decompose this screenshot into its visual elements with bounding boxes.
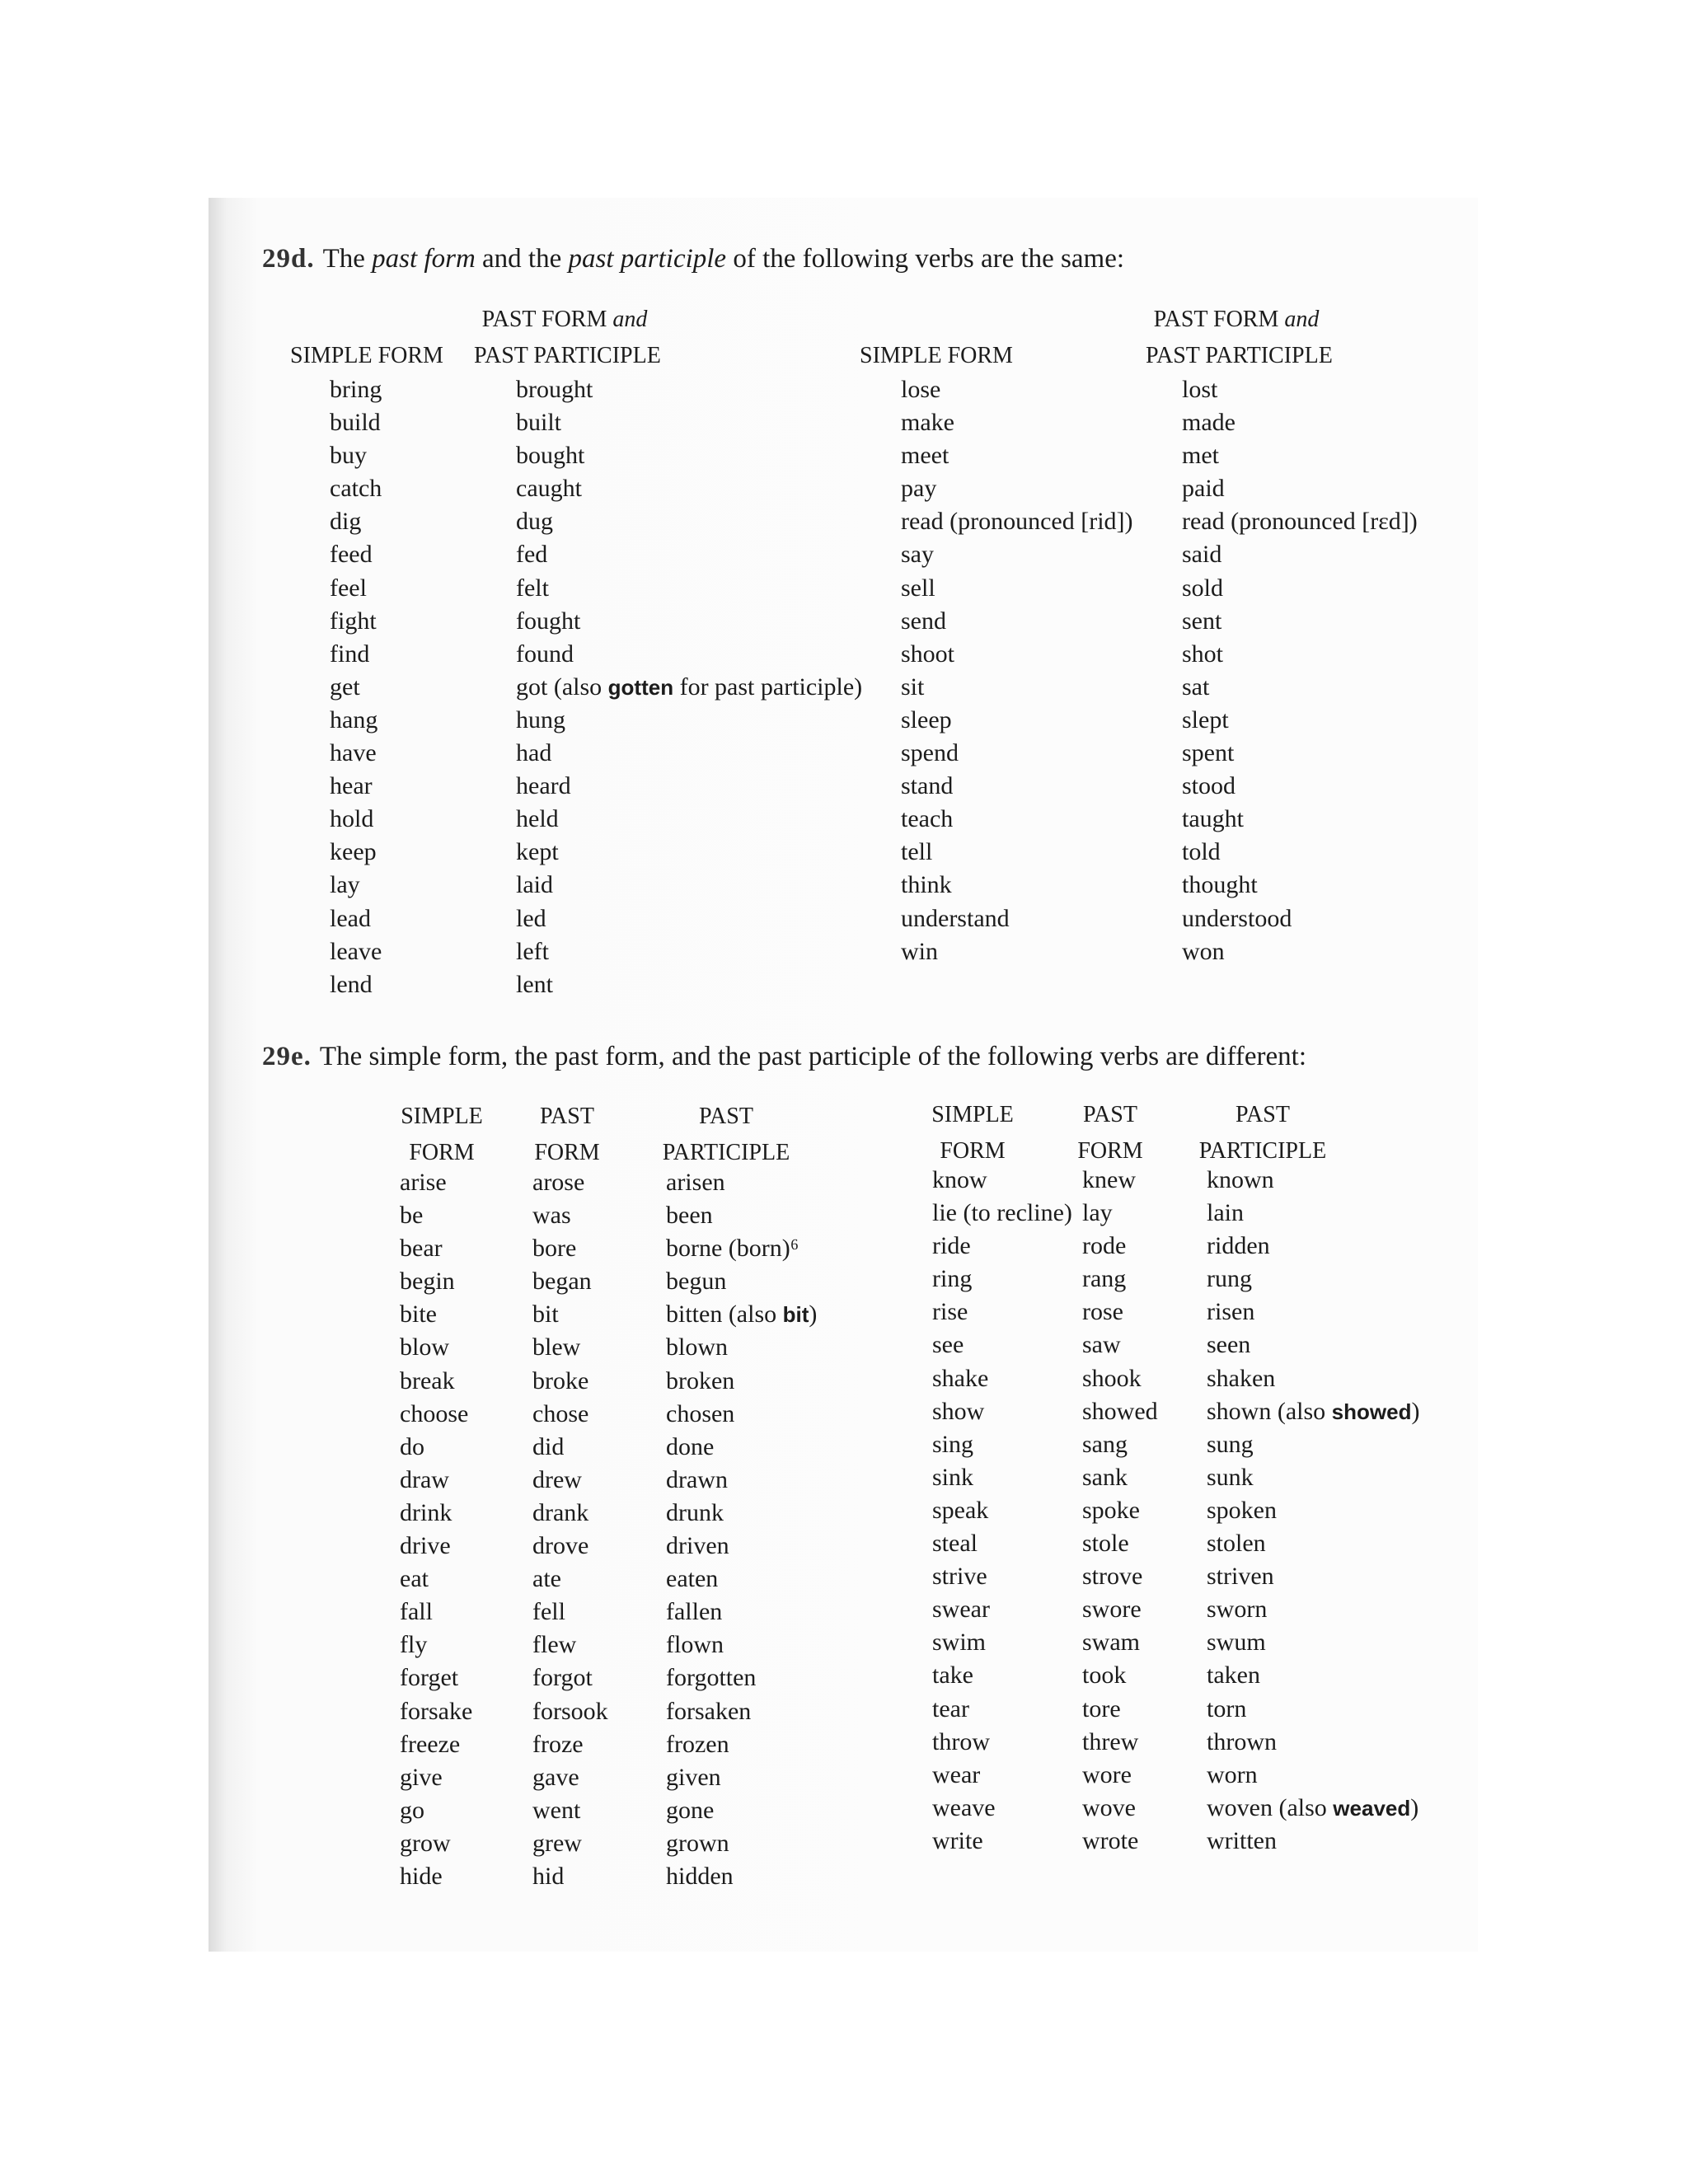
list-item: threw <box>1082 1727 1139 1755</box>
list-item: felt <box>516 574 549 602</box>
e-right-past-column <box>1082 1164 1158 1858</box>
list-item: rang <box>1082 1265 1127 1293</box>
list-item: swam <box>1082 1629 1140 1657</box>
list-item: risen <box>1207 1298 1255 1326</box>
list-item: lend <box>330 970 373 998</box>
list-item: fought <box>516 607 581 635</box>
list-item: hung <box>516 705 565 733</box>
list-item: had <box>516 739 552 767</box>
list-item: drive <box>400 1532 451 1560</box>
list-item: fight <box>330 607 377 635</box>
list-item: drunk <box>666 1498 724 1526</box>
list-item: bore <box>532 1235 577 1263</box>
list-item: began <box>532 1268 592 1296</box>
list-item: stand <box>901 772 954 800</box>
list-item: gone <box>666 1796 715 1824</box>
section-29d-title: 29d. The past form and the past participle of the following verbs are the same: <box>262 244 1125 274</box>
list-item: speak <box>932 1496 989 1524</box>
section-number: 29e. <box>262 1042 312 1071</box>
list-item: understand <box>901 904 1010 932</box>
list-item: shaken <box>1207 1364 1276 1392</box>
header-past-form-left: PAST FORM and PAST PARTICIPLE <box>474 307 661 368</box>
list-item: sworn <box>1207 1596 1268 1624</box>
list-item: teach <box>901 805 954 833</box>
list-item: chose <box>532 1399 589 1427</box>
list-item: begun <box>666 1268 727 1296</box>
list-item: begin <box>400 1268 455 1296</box>
list-item: knew <box>1082 1166 1136 1193</box>
list-item: sank <box>1082 1463 1128 1491</box>
list-item: lie (to recline) <box>932 1199 1072 1227</box>
list-item: throw <box>932 1727 990 1755</box>
list-item: kept <box>516 838 559 866</box>
list-item: drove <box>532 1532 589 1560</box>
list-item: think <box>901 871 952 899</box>
d-left-past-column <box>516 373 862 1001</box>
list-item: forgotten <box>666 1664 757 1692</box>
list-item: drew <box>532 1465 582 1493</box>
section-29e-title: 29e. The simple form, the past form, and the past participle of the following verbs are different: <box>262 1042 1307 1071</box>
list-item: hid <box>532 1862 565 1890</box>
list-item: gave <box>532 1763 579 1791</box>
list-item: went <box>532 1796 581 1824</box>
list-item: forsaken <box>666 1697 752 1725</box>
list-item: rung <box>1207 1265 1252 1293</box>
list-item: saw <box>1082 1331 1121 1359</box>
list-item: lain <box>1207 1199 1244 1227</box>
list-item: sent <box>1182 607 1222 635</box>
list-item: be <box>400 1202 424 1230</box>
list-item: give <box>400 1763 443 1791</box>
list-item: fallen <box>666 1598 723 1626</box>
list-item: say <box>901 541 934 569</box>
list-item: lay <box>330 871 360 899</box>
list-item: sat <box>1182 673 1210 701</box>
list-item: shot <box>1182 640 1224 668</box>
list-item: feed <box>330 541 373 569</box>
list-item: hang <box>330 705 378 733</box>
list-item: lay <box>1082 1199 1113 1227</box>
list-item: made <box>1182 409 1236 437</box>
list-item: thrown <box>1207 1727 1277 1755</box>
d-right-simple-column <box>901 373 1133 968</box>
list-item: dug <box>516 508 553 536</box>
list-item: strove <box>1082 1563 1143 1591</box>
list-item: sink <box>932 1463 974 1491</box>
list-item: have <box>330 739 377 767</box>
list-item: did <box>532 1432 565 1460</box>
header-e-right-participle: PAST PARTICIPLE <box>1198 1102 1327 1164</box>
list-item: given <box>666 1763 721 1791</box>
list-item: make <box>901 409 954 437</box>
header-e-left-participle: PAST PARTICIPLE <box>662 1104 790 1165</box>
list-item: dig <box>330 508 362 536</box>
list-item: frozen <box>666 1730 729 1758</box>
list-item: shake <box>932 1364 989 1392</box>
list-item: fall <box>400 1598 433 1626</box>
list-item: see <box>932 1331 964 1359</box>
d-right-past-column <box>1182 373 1418 968</box>
list-item: sang <box>1082 1430 1128 1458</box>
list-item: bitten (also bit) <box>666 1301 818 1329</box>
list-item: strive <box>932 1563 987 1591</box>
list-item: ride <box>932 1232 971 1260</box>
list-item: eaten <box>666 1565 719 1593</box>
list-item: left <box>516 937 549 965</box>
list-item: broken <box>666 1366 735 1394</box>
header-e-left-past: PAST FORM <box>534 1104 600 1165</box>
list-item: heard <box>516 772 571 800</box>
list-item: shown (also showed) <box>1207 1397 1420 1425</box>
list-item: draw <box>400 1465 449 1493</box>
list-item: spoken <box>1207 1496 1277 1524</box>
list-item: weave <box>932 1793 996 1821</box>
list-item: ate <box>532 1565 561 1593</box>
list-item: stole <box>1082 1530 1129 1558</box>
list-item: forget <box>400 1664 459 1692</box>
list-item: took <box>1082 1661 1127 1690</box>
list-item: ridden <box>1207 1232 1270 1260</box>
e-left-participle-column <box>666 1166 817 1893</box>
list-item: arise <box>400 1169 447 1196</box>
list-item: send <box>901 607 946 635</box>
list-item: brought <box>516 376 593 403</box>
list-item: thought <box>1182 871 1258 899</box>
list-item: write <box>932 1826 983 1854</box>
list-item: shook <box>1082 1364 1142 1392</box>
e-right-participle-column <box>1207 1164 1419 1858</box>
list-item: feel <box>330 574 367 602</box>
list-item: hide <box>400 1862 443 1890</box>
list-item: lent <box>516 970 553 998</box>
header-e-left-simple: SIMPLE FORM <box>401 1104 483 1165</box>
list-item: done <box>666 1432 715 1460</box>
list-item: rise <box>932 1298 968 1326</box>
header-simple-form-right: SIMPLE FORM <box>860 343 1013 368</box>
list-item: seen <box>1207 1331 1251 1359</box>
list-item: rode <box>1082 1232 1127 1260</box>
list-item: wove <box>1082 1793 1136 1821</box>
list-item: blow <box>400 1333 449 1361</box>
e-left-past-column <box>532 1166 608 1893</box>
list-item: tore <box>1082 1694 1121 1722</box>
e-right-simple-column <box>932 1164 1072 1858</box>
list-item: blew <box>532 1333 581 1361</box>
list-item: break <box>400 1366 455 1394</box>
section-number: 29d. <box>262 244 315 274</box>
list-item: fly <box>400 1631 428 1659</box>
list-item: hidden <box>666 1862 734 1890</box>
list-item: grow <box>400 1829 451 1857</box>
list-item: keep <box>330 838 377 866</box>
list-item: spend <box>901 739 959 767</box>
d-left-simple-column <box>330 373 382 1001</box>
list-item: been <box>666 1202 713 1230</box>
list-item: pay <box>901 475 937 503</box>
list-item: take <box>932 1661 973 1690</box>
list-item: borne (born)⁶ <box>666 1235 799 1263</box>
list-item: wrote <box>1082 1826 1139 1854</box>
header-e-right-past: PAST FORM <box>1077 1102 1143 1164</box>
list-item: buy <box>330 442 367 470</box>
list-item: read (pronounced [rɛd]) <box>1182 508 1418 536</box>
list-item: bear <box>400 1235 443 1263</box>
list-item: freeze <box>400 1730 461 1758</box>
list-item: held <box>516 805 559 833</box>
list-item: wore <box>1082 1760 1132 1788</box>
list-item: built <box>516 409 562 437</box>
list-item: blown <box>666 1333 728 1361</box>
list-item: drawn <box>666 1465 728 1493</box>
list-item: swore <box>1082 1596 1142 1624</box>
list-item: lost <box>1182 376 1218 403</box>
list-item: spoke <box>1082 1496 1140 1524</box>
list-item: know <box>932 1166 987 1193</box>
header-e-right-simple: SIMPLE FORM <box>931 1102 1014 1164</box>
list-item: swear <box>932 1596 990 1624</box>
list-item: taught <box>1182 805 1244 833</box>
list-item: froze <box>532 1730 584 1758</box>
list-item: grew <box>532 1829 582 1857</box>
list-item: sit <box>901 673 925 701</box>
list-item: bought <box>516 442 585 470</box>
list-item: bit <box>532 1301 559 1329</box>
list-item: stolen <box>1207 1530 1266 1558</box>
list-item: read (pronounced [rid]) <box>901 508 1133 536</box>
list-item: shoot <box>901 640 955 668</box>
list-item: hold <box>330 805 374 833</box>
list-item: caught <box>516 475 582 503</box>
list-item: led <box>516 904 546 932</box>
list-item: chosen <box>666 1399 735 1427</box>
list-item: grown <box>666 1829 729 1857</box>
list-item: bring <box>330 376 382 403</box>
list-item: rose <box>1082 1298 1123 1326</box>
list-item: stood <box>1182 772 1236 800</box>
list-item: leave <box>330 937 382 965</box>
list-item: flown <box>666 1631 724 1659</box>
list-item: show <box>932 1397 985 1425</box>
list-item: forsook <box>532 1697 608 1725</box>
list-item: understood <box>1182 904 1292 932</box>
list-item: go <box>400 1796 424 1824</box>
list-item: met <box>1182 442 1219 470</box>
list-item: taken <box>1207 1661 1260 1690</box>
list-item: torn <box>1207 1694 1247 1722</box>
list-item: bite <box>400 1301 437 1329</box>
list-item: swum <box>1207 1629 1266 1657</box>
list-item: sing <box>932 1430 974 1458</box>
list-item: sleep <box>901 705 952 733</box>
header-past-form-right: PAST FORM and PAST PARTICIPLE <box>1146 307 1333 368</box>
list-item: won <box>1182 937 1225 965</box>
list-item: get <box>330 673 360 701</box>
list-item: steal <box>932 1530 978 1558</box>
list-item: written <box>1207 1826 1277 1854</box>
list-item: broke <box>532 1366 589 1394</box>
list-item: paid <box>1182 475 1225 503</box>
list-item: do <box>400 1432 424 1460</box>
header-simple-form-left: SIMPLE FORM <box>290 343 443 368</box>
list-item: worn <box>1207 1760 1258 1788</box>
list-item: found <box>516 640 574 668</box>
list-item: forgot <box>532 1664 593 1692</box>
list-item: driven <box>666 1532 729 1560</box>
list-item: known <box>1207 1166 1274 1193</box>
list-item: slept <box>1182 705 1229 733</box>
list-item: tear <box>932 1694 969 1722</box>
list-item: meet <box>901 442 950 470</box>
list-item: striven <box>1207 1563 1274 1591</box>
list-item: choose <box>400 1399 469 1427</box>
list-item: drink <box>400 1498 452 1526</box>
list-item: laid <box>516 871 553 899</box>
list-item: flew <box>532 1631 577 1659</box>
list-item: told <box>1182 838 1221 866</box>
list-item: said <box>1182 541 1222 569</box>
list-item: showed <box>1082 1397 1158 1425</box>
list-item: fell <box>532 1598 565 1626</box>
list-item: sold <box>1182 574 1224 602</box>
list-item: forsake <box>400 1697 473 1725</box>
list-item: woven (also weaved) <box>1207 1793 1419 1821</box>
list-item: sunk <box>1207 1463 1254 1491</box>
list-item: catch <box>330 475 382 503</box>
e-left-simple-column <box>400 1166 472 1893</box>
list-item: eat <box>400 1565 429 1593</box>
list-item: lose <box>901 376 941 403</box>
list-item: drank <box>532 1498 589 1526</box>
list-item: tell <box>901 838 933 866</box>
list-item: swim <box>932 1629 987 1657</box>
list-item: win <box>901 937 938 965</box>
list-item: fed <box>516 541 548 569</box>
list-item: spent <box>1182 739 1235 767</box>
list-item: got (also gotten for past participle) <box>516 673 863 701</box>
list-item: wear <box>932 1760 981 1788</box>
list-item: lead <box>330 904 371 932</box>
list-item: ring <box>932 1265 973 1293</box>
list-item: hear <box>330 772 373 800</box>
list-item: arisen <box>666 1169 725 1196</box>
list-item: arose <box>532 1169 585 1196</box>
list-item: find <box>330 640 370 668</box>
list-item: build <box>330 409 381 437</box>
list-item: sung <box>1207 1430 1254 1458</box>
list-item: sell <box>901 574 935 602</box>
list-item: was <box>532 1202 571 1230</box>
